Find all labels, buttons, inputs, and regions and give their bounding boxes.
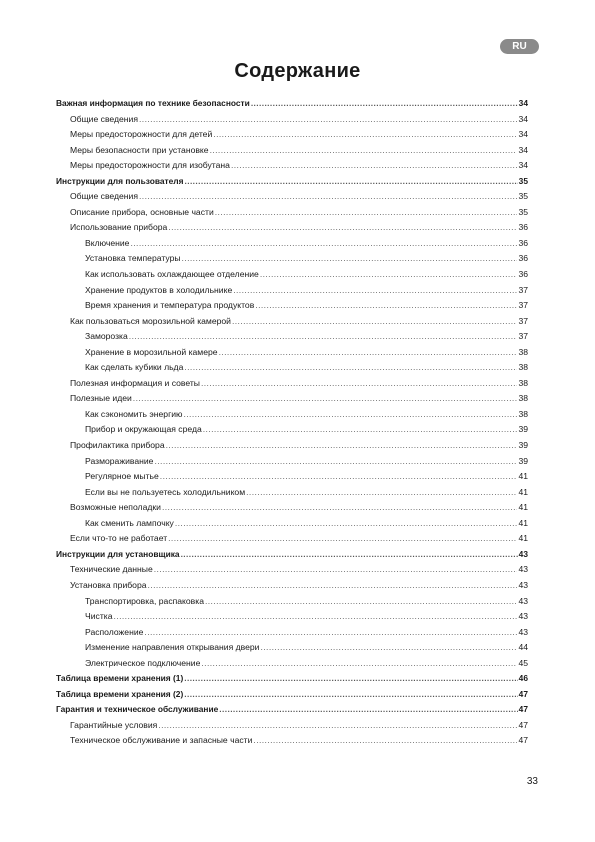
toc-entry-page: 37 bbox=[518, 331, 528, 342]
toc-entry-title: Гарантия и техническое обслуживание bbox=[56, 704, 219, 715]
toc-entry-page: 47 bbox=[518, 719, 528, 730]
toc-entry[interactable] bbox=[56, 316, 528, 332]
toc-entry[interactable] bbox=[56, 704, 528, 720]
toc-entry[interactable] bbox=[56, 114, 528, 130]
toc-entry-page: 34 bbox=[518, 98, 528, 108]
toc-entry-page: 46 bbox=[518, 673, 528, 684]
toc-entry-page: 43 bbox=[518, 626, 528, 637]
toc-entry-page: 35 bbox=[518, 175, 528, 186]
toc-dot-leader bbox=[232, 316, 517, 326]
toc-entry[interactable] bbox=[56, 673, 528, 689]
toc-dot-leader bbox=[210, 145, 518, 155]
toc-entry[interactable] bbox=[56, 611, 528, 627]
toc-entry[interactable] bbox=[56, 424, 528, 440]
toc-entry[interactable] bbox=[56, 191, 528, 207]
toc-entry[interactable] bbox=[56, 98, 528, 114]
toc-entry[interactable] bbox=[56, 487, 528, 503]
toc-entry-title: Хранение в морозильной камере bbox=[85, 346, 218, 357]
toc-entry[interactable] bbox=[56, 580, 528, 596]
toc-dot-leader bbox=[168, 222, 517, 232]
toc-entry-page: 38 bbox=[518, 408, 528, 419]
toc-dot-leader bbox=[144, 627, 517, 637]
toc-entry-title: Таблица времени хранения (2) bbox=[56, 688, 184, 699]
toc-entry-page: 34 bbox=[518, 144, 528, 155]
toc-dot-leader bbox=[246, 487, 517, 497]
toc-entry[interactable] bbox=[56, 207, 528, 223]
toc-entry-page: 38 bbox=[518, 393, 528, 404]
toc-entry-title: Профилактика прибора bbox=[70, 440, 165, 451]
toc-entry-page: 34 bbox=[518, 160, 528, 171]
toc-dot-leader bbox=[168, 533, 517, 543]
toc-dot-leader bbox=[148, 580, 518, 590]
toc-entry-title: Чистка bbox=[85, 611, 113, 622]
toc-entry-page: 41 bbox=[518, 502, 528, 513]
toc-entry-title: Меры безопасности при установке bbox=[70, 144, 209, 155]
page-title: Содержание bbox=[234, 60, 361, 82]
toc-entry-page: 39 bbox=[518, 440, 528, 451]
toc-entry[interactable] bbox=[56, 549, 528, 565]
toc-dot-leader bbox=[114, 611, 518, 621]
toc-entry-title: Установка прибора bbox=[70, 579, 147, 590]
toc-entry-page: 41 bbox=[518, 533, 528, 544]
toc-entry-title: Использование прибора bbox=[70, 222, 168, 233]
toc-entry-title: Установка температуры bbox=[85, 253, 181, 264]
toc-entry-title: Техническое обслуживание и запасные части bbox=[70, 735, 253, 746]
toc-entry[interactable] bbox=[56, 518, 528, 534]
toc-entry[interactable] bbox=[56, 285, 528, 301]
toc-entry[interactable] bbox=[56, 689, 528, 705]
toc-entry[interactable] bbox=[56, 347, 528, 363]
toc-dot-leader bbox=[201, 658, 517, 668]
toc-dot-leader bbox=[219, 347, 518, 357]
toc-entry-title: Время хранения и температура продуктов bbox=[85, 300, 255, 311]
toc-dot-leader bbox=[129, 331, 518, 341]
toc-dot-leader bbox=[253, 735, 517, 745]
toc-entry-page: 38 bbox=[518, 377, 528, 388]
toc-entry-page: 35 bbox=[518, 191, 528, 202]
toc-entry-title: Технические данные bbox=[70, 564, 153, 575]
toc-entry-page: 38 bbox=[518, 362, 528, 373]
toc-entry-title: Электрическое подключение bbox=[85, 657, 201, 668]
toc-entry[interactable] bbox=[56, 564, 528, 580]
toc-dot-leader bbox=[203, 424, 518, 434]
toc-entry[interactable] bbox=[56, 362, 528, 378]
toc-entry[interactable] bbox=[56, 502, 528, 518]
toc-dot-leader bbox=[184, 362, 517, 372]
toc-entry-title: Изменение направления открывания двери bbox=[85, 642, 260, 653]
toc-entry[interactable] bbox=[56, 300, 528, 316]
toc-dot-leader bbox=[182, 253, 518, 263]
toc-entry-title: Возможные неполадки bbox=[70, 502, 161, 513]
toc-dot-leader bbox=[255, 300, 517, 310]
toc-dot-leader bbox=[219, 704, 517, 714]
toc-entry-page: 41 bbox=[518, 486, 528, 497]
toc-entry[interactable] bbox=[56, 409, 528, 425]
toc-entry-page: 37 bbox=[518, 284, 528, 295]
toc-entry[interactable] bbox=[56, 253, 528, 269]
toc-entry-page: 41 bbox=[518, 517, 528, 528]
toc-entry-title: Заморозка bbox=[85, 331, 128, 342]
toc-dot-leader bbox=[251, 98, 518, 108]
toc-dot-leader bbox=[205, 596, 517, 606]
toc-entry[interactable] bbox=[56, 129, 528, 145]
toc-entry-page: 43 bbox=[518, 548, 528, 559]
toc-entry-title: Транспортировка, распаковка bbox=[85, 595, 204, 606]
toc-dot-leader bbox=[231, 160, 518, 170]
toc-dot-leader bbox=[184, 673, 517, 683]
toc-dot-leader bbox=[201, 378, 517, 388]
toc-entry-page: 43 bbox=[518, 595, 528, 606]
toc-entry-page: 43 bbox=[518, 564, 528, 575]
toc-entry-page: 36 bbox=[518, 222, 528, 233]
toc-entry[interactable] bbox=[56, 176, 528, 192]
toc-entry-title: Прибор и окружающая среда bbox=[85, 424, 202, 435]
toc-dot-leader bbox=[166, 440, 518, 450]
toc-entry-page: 43 bbox=[518, 579, 528, 590]
toc-dot-leader bbox=[139, 114, 517, 124]
toc-entry-page: 39 bbox=[518, 424, 528, 435]
toc-entry-title: Регулярное мытье bbox=[85, 471, 159, 482]
toc-dot-leader bbox=[160, 471, 518, 481]
toc-entry-title: Важная информация по технике безопасности bbox=[56, 98, 250, 108]
toc-dot-leader bbox=[260, 269, 518, 279]
toc-entry[interactable] bbox=[56, 378, 528, 394]
toc-entry[interactable] bbox=[56, 238, 528, 254]
toc-entry-title: Как сэкономить энергию bbox=[85, 408, 183, 419]
toc-entry-title: Включение bbox=[85, 237, 130, 248]
toc-entry-title: Таблица времени хранения (1) bbox=[56, 673, 184, 684]
toc-entry-page: 36 bbox=[518, 237, 528, 248]
page-number: 33 bbox=[526, 776, 538, 787]
toc-dot-leader bbox=[233, 285, 517, 295]
toc-entry-title: Инструкции для установщика bbox=[56, 548, 180, 559]
toc-entry-page: 47 bbox=[518, 688, 528, 699]
toc-entry-page: 37 bbox=[518, 300, 528, 311]
toc-dot-leader bbox=[183, 409, 517, 419]
toc-entry-page: 39 bbox=[518, 455, 528, 466]
toc-entry-page: 41 bbox=[518, 471, 528, 482]
toc-entry-title: Меры предосторожности для детей bbox=[70, 129, 213, 140]
toc-entry[interactable] bbox=[56, 627, 528, 643]
toc-entry-page: 38 bbox=[518, 346, 528, 357]
toc-entry-title: Как использовать охлаждающее отделение bbox=[85, 269, 259, 280]
toc-entry-title: Как пользоваться морозильной камерой bbox=[70, 315, 231, 326]
toc-dot-leader bbox=[260, 642, 517, 652]
toc-dot-leader bbox=[154, 564, 518, 574]
toc-entry[interactable] bbox=[56, 596, 528, 612]
toc-entry[interactable] bbox=[56, 269, 528, 285]
toc-entry-title: Полезная информация и советы bbox=[70, 377, 200, 388]
toc-entry[interactable] bbox=[56, 440, 528, 456]
toc-entry-title: Как сменить лампочку bbox=[85, 517, 174, 528]
toc-entry-title: Полезные идеи bbox=[70, 393, 132, 404]
toc-entry-page: 35 bbox=[518, 206, 528, 217]
toc-entry[interactable] bbox=[56, 658, 528, 674]
toc-entry-title: Если вы не пользуетесь холодильником bbox=[85, 486, 246, 497]
toc-entry[interactable] bbox=[56, 642, 528, 658]
toc-dot-leader bbox=[162, 502, 518, 512]
toc-entry-page: 34 bbox=[518, 113, 528, 124]
toc-entry-page: 43 bbox=[518, 611, 528, 622]
toc-entry-title: Размораживание bbox=[85, 455, 154, 466]
toc-dot-leader bbox=[133, 393, 518, 403]
toc-entry-title: Гарантийные условия bbox=[70, 719, 158, 730]
toc-entry-page: 36 bbox=[518, 253, 528, 264]
toc-entry[interactable] bbox=[56, 456, 528, 472]
table-of-contents bbox=[56, 98, 528, 751]
toc-dot-leader bbox=[175, 518, 518, 528]
toc-entry-title: Общие сведения bbox=[70, 113, 138, 124]
toc-dot-leader bbox=[215, 207, 518, 217]
toc-entry[interactable] bbox=[56, 145, 528, 161]
toc-entry[interactable] bbox=[56, 735, 528, 751]
toc-entry[interactable] bbox=[56, 222, 528, 238]
toc-entry-title: Инструкции для пользователя bbox=[56, 175, 184, 186]
toc-entry-title: Меры предосторожности для изобутана bbox=[70, 160, 230, 171]
toc-dot-leader bbox=[158, 720, 517, 730]
toc-dot-leader bbox=[130, 238, 517, 248]
toc-entry-page: 44 bbox=[518, 642, 528, 653]
toc-dot-leader bbox=[184, 176, 517, 186]
toc-entry-title: Если что-то не работает bbox=[70, 533, 168, 544]
toc-dot-leader bbox=[154, 456, 517, 466]
toc-entry-title: Описание прибора, основные части bbox=[70, 206, 214, 217]
toc-entry-page: 37 bbox=[518, 315, 528, 326]
toc-entry[interactable] bbox=[56, 533, 528, 549]
toc-entry-page: 36 bbox=[518, 269, 528, 280]
toc-entry-title: Расположение bbox=[85, 626, 144, 637]
toc-dot-leader bbox=[184, 689, 517, 699]
toc-entry-title: Общие сведения bbox=[70, 191, 138, 202]
toc-entry[interactable] bbox=[56, 393, 528, 409]
toc-entry-page: 45 bbox=[518, 657, 528, 668]
toc-entry[interactable] bbox=[56, 720, 528, 736]
toc-entry-page: 34 bbox=[518, 129, 528, 140]
toc-entry-title: Как сделать кубики льда bbox=[85, 362, 184, 373]
toc-entry[interactable] bbox=[56, 471, 528, 487]
toc-dot-leader bbox=[181, 549, 518, 559]
language-badge: RU bbox=[500, 39, 539, 54]
toc-entry[interactable] bbox=[56, 160, 528, 176]
toc-entry-page: 47 bbox=[518, 735, 528, 746]
toc-entry-title: Хранение продуктов в холодильнике bbox=[85, 284, 233, 295]
toc-dot-leader bbox=[213, 129, 517, 139]
toc-dot-leader bbox=[139, 191, 517, 201]
toc-entry-page: 47 bbox=[518, 704, 528, 715]
toc-entry[interactable] bbox=[56, 331, 528, 347]
